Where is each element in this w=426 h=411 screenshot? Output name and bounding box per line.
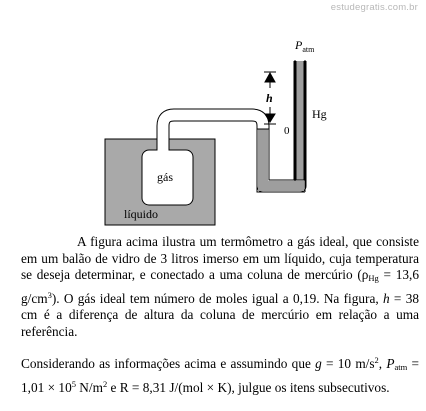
patm-label: $P_{atm}$ (295, 38, 315, 54)
hg-label: Hg (312, 107, 327, 121)
mercury-column (296, 60, 304, 180)
paragraph-instructions: Considerando as informações acima e assumindo que g = 10 $m/s^2$, $P_{atm} = 1,01 \times 10^5$ $N/m^2$ e R = 8,31 J/(mol × K), julgue os itens subsecutivos. (21, 355, 419, 395)
patm-subscript: atm (302, 45, 315, 54)
watermark: estudegratis.com.br (330, 2, 418, 13)
gas-label: gás (157, 170, 173, 184)
liquid-label: líquido (124, 207, 159, 221)
zero-label: 0 (284, 125, 290, 137)
h-label: h (266, 91, 273, 105)
paragraph-description: A figura acima ilustra um termômetro a gás ideal, que consiste em um balão de vidro de 3 litros imerso em um líquido, cuja temperatura se deseja determinar, e conectado a uma coluna de mercúrio ($\rho_{Hg} = 13,6$ $g/cm^3$). O gás ideal tem número de moles igual a 0,19. Na figura, h = 38 cm é a diferença de altura da coluna de mercúrio em relação a uma referência. (21, 234, 419, 339)
